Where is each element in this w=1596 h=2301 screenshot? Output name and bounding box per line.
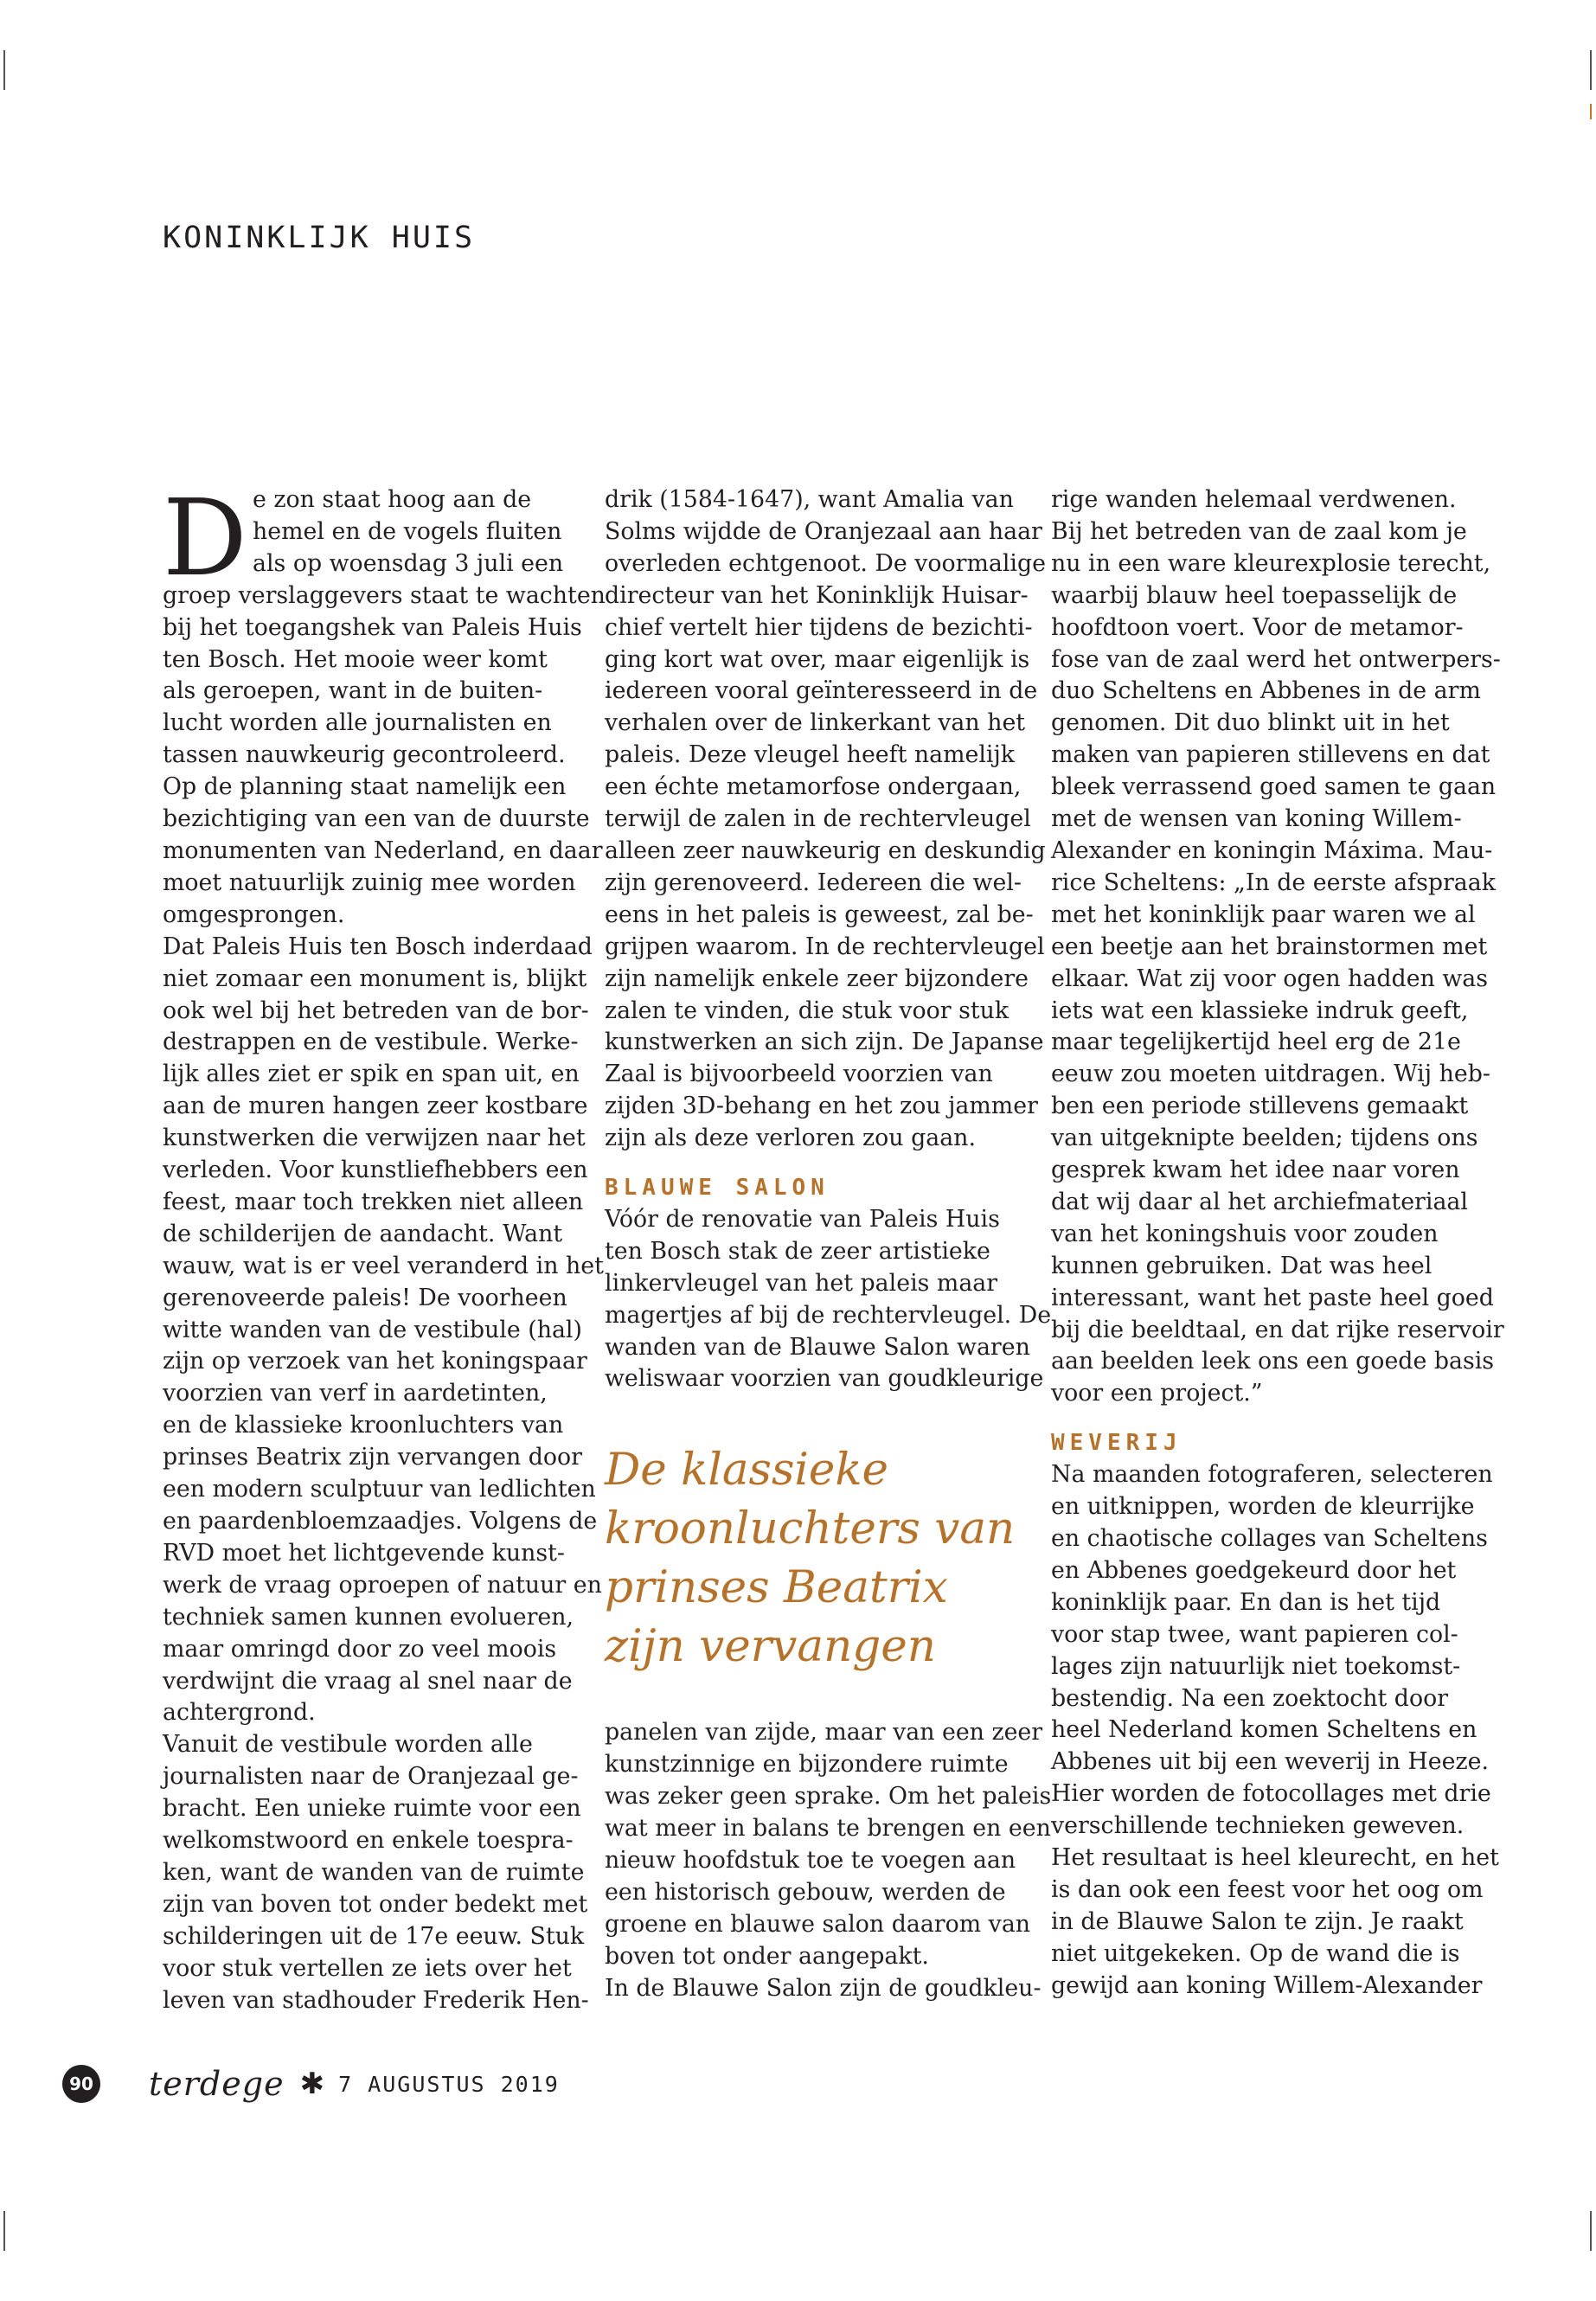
- text-line: en Abbenes goedgekeurd door het: [1051, 1556, 1457, 1584]
- text-line: zijn op verzoek van het koningspaar: [163, 1348, 587, 1375]
- text-line: elkaar. Wat zij voor ogen hadden was: [1051, 965, 1489, 992]
- subhead-blauwe-salon: BLAUWE SALON: [605, 1175, 830, 1202]
- text-line: Abbenes uit bij een weverij in Heeze.: [1051, 1748, 1489, 1776]
- article-column-3: [1051, 484, 1504, 2003]
- text-line: als op woensdag 3 juli een: [253, 549, 564, 577]
- text-line: werk de vraag oproepen of natuur en: [163, 1571, 602, 1599]
- text-line: duo Scheltens en Abbenes in de arm: [1051, 677, 1481, 705]
- crop-mark-bottom-left: [3, 2211, 5, 2251]
- text-line: lijk alles ziet er spik en span uit, en: [163, 1061, 580, 1088]
- text-line: interessant, want het paste heel goed: [1051, 1284, 1494, 1311]
- text-line: ten Bosch stak de zeer artistieke: [605, 1237, 990, 1265]
- text-line: en paardenbloemzaadjes. Volgens de: [163, 1508, 598, 1535]
- text-line: zalen te vinden, die stuk voor stuk: [605, 997, 1010, 1024]
- text-line: wauw, wat is er veel veranderd in het: [163, 1252, 604, 1279]
- column-2-text-bottom: [605, 1717, 1052, 2004]
- text-line: schilderingen uit de 17e eeuw. Stuk: [163, 1922, 585, 1950]
- text-line: voor een project.”: [1051, 1380, 1263, 1407]
- text-line: weliswaar voorzien van goudkleurige: [605, 1365, 1044, 1393]
- text-line: destrappen en de vestibule. Werke-: [163, 1029, 579, 1056]
- text-line: koninklijk paar. En dan is het tijd: [1051, 1588, 1441, 1616]
- crop-mark-top-left: [3, 50, 5, 90]
- text-line: maar omringd door zo veel moois: [163, 1635, 557, 1663]
- text-line: Hier worden de fotocollages met drie: [1051, 1780, 1491, 1808]
- text-line: met de wensen van koning Willem-: [1051, 805, 1462, 833]
- text-line: journalisten naar de Oranjezaal ge-: [163, 1763, 579, 1791]
- text-line: grijpen waarom. In de rechtervleugel: [605, 933, 1045, 960]
- text-line: achtergrond.: [163, 1699, 316, 1727]
- text-line: chief vertelt hier tijdens de bezichti-: [605, 613, 1033, 641]
- issue-date: 7 AUGUSTUS 2019: [338, 2071, 560, 2097]
- text-line: dat wij daar al het archiefmateriaal: [1051, 1188, 1468, 1215]
- text-line: was zeker geen sprake. Om het paleis: [605, 1783, 1052, 1811]
- text-line: groene en blauwe salon daarom van: [605, 1910, 1031, 1938]
- text-line: een échte metamorfose ondergaan,: [605, 773, 1022, 801]
- text-line: linkervleugel van het paleis maar: [605, 1269, 998, 1297]
- text-line: hoofdtoon voert. Voor de metamor-: [1051, 613, 1464, 641]
- text-line: magertjes af bij de rechtervleugel. De: [605, 1301, 1052, 1329]
- column-1-text: [163, 477, 606, 2017]
- text-line: groep verslaggevers staat te wachten: [163, 581, 606, 609]
- text-line: nu in een ware kleurexplosie terecht,: [1051, 549, 1491, 577]
- article-column-1: [163, 477, 606, 2017]
- crop-mark-top-right: [1590, 50, 1592, 90]
- pull-quote-line: zijn vervangen: [605, 1620, 936, 1673]
- text-line: verdwijnt die vraag al snel naar de: [163, 1667, 573, 1695]
- text-line: verleden. Voor kunstliefhebbers een: [163, 1157, 588, 1184]
- text-line: niet uitgekeken. Op de wand die is: [1051, 1939, 1460, 1967]
- text-line: feest, maar toch trekken niet alleen: [163, 1188, 584, 1215]
- text-line: paleis. Deze vleugel heeft namelijk: [605, 741, 1016, 769]
- text-line: omgesprongen.: [163, 901, 345, 928]
- text-line: waarbij blauw heel toepasselijk de: [1051, 581, 1458, 609]
- text-line: boven tot onder aangepakt.: [605, 1942, 929, 1970]
- text-line: Vóór de renovatie van Paleis Huis: [605, 1205, 1000, 1233]
- text-line: fose van de zaal werd het ontwerpers-: [1051, 645, 1501, 673]
- text-line: witte wanden van de vestibule (hal): [163, 1316, 582, 1343]
- text-line: In de Blauwe Salon zijn de goudkleu-: [605, 1974, 1042, 2002]
- text-line: aan beelden leek ons een goede basis: [1051, 1348, 1495, 1375]
- text-line: heel Nederland komen Scheltens en: [1051, 1716, 1477, 1744]
- text-line: Vanuit de vestibule worden alle: [163, 1731, 533, 1759]
- text-line: bij die beeldtaal, en dat rijke reservoir: [1051, 1316, 1504, 1343]
- text-line: wat meer in balans te brengen en een: [605, 1815, 1051, 1843]
- text-line: voorzien van verf in aardetinten,: [163, 1380, 548, 1407]
- text-line: voor stuk vertellen ze iets over het: [163, 1954, 572, 1982]
- text-line: aan de muren hangen zeer kostbare: [163, 1093, 588, 1120]
- text-line: eeuw zou moeten uitdragen. Wij heb-: [1051, 1061, 1490, 1088]
- text-line: lucht worden alle journalisten en: [163, 709, 552, 737]
- text-line: zijn als deze verloren zou gaan.: [605, 1125, 976, 1152]
- text-line: kunstzinnige en bijzondere ruimte: [605, 1751, 1009, 1779]
- section-header: KONINKLIJK HUIS: [163, 221, 476, 255]
- crop-mark-top-right-accent: [1590, 104, 1592, 119]
- pull-quote-line: De klassieke: [605, 1444, 889, 1497]
- text-line: tassen nauwkeurig gecontroleerd.: [163, 741, 566, 769]
- text-line: in de Blauwe Salon te zijn. Je raakt: [1051, 1907, 1464, 1935]
- article-column-2: [605, 484, 1052, 2005]
- text-line: RVD moet het lichtgevende kunst-: [163, 1539, 565, 1567]
- text-line: rige wanden helemaal verdwenen.: [1051, 486, 1457, 513]
- text-line: drik (1584-1647), want Amalia van: [605, 486, 1014, 513]
- text-line: en de klassieke kroonluchters van: [163, 1412, 564, 1439]
- text-line: Op de planning staat namelijk een: [163, 773, 567, 801]
- text-line: kunstwerken die verwijzen naar het: [163, 1125, 586, 1152]
- subhead-weverij: WEVERIJ: [1051, 1430, 1183, 1457]
- text-line: e zon staat hoog aan de: [253, 486, 532, 513]
- text-line: hemel en de vogels fluiten: [253, 517, 562, 545]
- text-line: maken van papieren stillevens en dat: [1051, 741, 1490, 769]
- text-line: monumenten van Nederland, en daar: [163, 836, 603, 864]
- text-line: directeur van het Koninklijk Huisar-: [605, 581, 1029, 609]
- text-line: genomen. Dit duo blinkt uit in het: [1051, 709, 1450, 737]
- text-line: terwijl de zalen in de rechtervleugel: [605, 805, 1031, 833]
- text-line: wanden van de Blauwe Salon waren: [605, 1333, 1030, 1361]
- column-3-text-bottom: [1051, 1459, 1499, 2002]
- text-line: Dat Paleis Huis ten Bosch inderdaad: [163, 933, 593, 960]
- text-line: kunnen gebruiken. Dat was heel: [1051, 1252, 1433, 1279]
- magazine-logo: terdege: [149, 2065, 285, 2103]
- text-line: een historisch gebouw, werden de: [605, 1878, 1006, 1906]
- text-line: Zaal is bijvoorbeeld voorzien van: [605, 1061, 993, 1088]
- text-line: zijn van boven tot onder bedekt met: [163, 1890, 588, 1918]
- text-line: verschillende technieken geweven.: [1051, 1812, 1465, 1840]
- text-line: panelen van zijde, maar van een zeer: [605, 1719, 1043, 1747]
- text-line: en uitknippen, worden de kleurrijke: [1051, 1493, 1475, 1521]
- text-line: als geroepen, want in de buiten-: [163, 677, 543, 705]
- text-line: voor stap twee, want papieren col-: [1051, 1620, 1458, 1648]
- text-line: bezichtiging van een van de duurste: [163, 805, 590, 833]
- text-line: en chaotische collages van Scheltens: [1051, 1525, 1488, 1552]
- text-line: van uitgeknipte beelden; tijdens ons: [1051, 1125, 1478, 1152]
- text-line: overleden echtgenoot. De voormalige: [605, 549, 1047, 577]
- text-line: gerenoveerde paleis! De voorheen: [163, 1284, 567, 1311]
- text-line: moet natuurlijk zuinig mee worden: [163, 868, 576, 896]
- text-line: ben een periode stillevens gemaakt: [1051, 1093, 1469, 1120]
- text-line: Solms wijdde de Oranjezaal aan haar: [605, 517, 1042, 545]
- text-line: iedereen vooral geïnteresseerd in de: [605, 677, 1038, 705]
- text-line: iets wat een klassieke indruk geeft,: [1051, 997, 1469, 1024]
- text-line: leven van stadhouder Frederik Hen-: [163, 1986, 589, 2014]
- text-line: kunstwerken an sich zijn. De Japanse: [605, 1029, 1044, 1056]
- crop-mark-bottom-right: [1590, 2211, 1592, 2251]
- text-line: met het koninklijk paar waren we al: [1051, 901, 1476, 928]
- text-line: niet zomaar een monument is, blijkt: [163, 965, 587, 992]
- text-line: bleek verrassend goed samen te gaan: [1051, 773, 1497, 801]
- pull-quote-line: prinses Beatrix: [605, 1561, 948, 1614]
- text-line: Bij het betreden van de zaal kom je: [1051, 517, 1467, 545]
- text-line: bij het toegangshek van Paleis Huis: [163, 613, 582, 641]
- text-line: de schilderijen de aandacht. Want: [163, 1220, 563, 1247]
- text-line: eens in het paleis is geweest, zal be-: [605, 901, 1034, 928]
- text-line: ten Bosch. Het mooie weer komt: [163, 645, 548, 673]
- text-line: ging kort wat over, maar eigenlijk is: [605, 645, 1030, 673]
- text-line: gewijd aan koning Willem-Alexander: [1051, 1971, 1483, 1999]
- text-line: bracht. Een unieke ruimte voor een: [163, 1795, 581, 1823]
- pull-quote-line: kroonluchters van: [605, 1503, 1016, 1555]
- text-line: zijn gerenoveerd. Iedereen die wel-: [605, 868, 1022, 896]
- text-line: zijden 3D-behang en het zou jammer: [605, 1093, 1038, 1120]
- text-line: Alexander en koningin Máxima. Mau-: [1051, 836, 1493, 864]
- page-number-badge: 90: [62, 2065, 100, 2103]
- text-line: ook wel bij het betreden van de bor-: [163, 997, 589, 1024]
- text-line: gesprek kwam het idee naar voren: [1051, 1157, 1460, 1184]
- text-line: Na maanden fotograferen, selecteren: [1051, 1461, 1493, 1489]
- drop-cap: D: [163, 477, 247, 599]
- text-line: verhalen over de linkerkant van het: [605, 709, 1026, 737]
- text-line: van het koningshuis voor zouden: [1051, 1220, 1439, 1247]
- column-2-text-top: [605, 484, 1047, 1155]
- text-line: welkomstwoord en enkele toespra-: [163, 1827, 574, 1855]
- page-footer: [62, 2062, 560, 2106]
- text-line: ken, want de wanden van de ruimte: [163, 1858, 585, 1886]
- text-line: een beetje aan het brainstormen met: [1051, 933, 1488, 960]
- text-line: maar tegelijkertijd heel erg de 21e: [1051, 1029, 1461, 1056]
- text-line: lages zijn natuurlijk niet toekomst-: [1051, 1652, 1461, 1680]
- text-line: alleen zeer nauwkeurig en deskundig: [605, 836, 1046, 864]
- text-line: prinses Beatrix zijn vervangen door: [163, 1444, 582, 1471]
- text-line: is dan ook een feest voor het oog om: [1051, 1875, 1484, 1903]
- text-line: zijn namelijk enkele zeer bijzondere: [605, 965, 1029, 992]
- star-separator-icon: ✱: [299, 2067, 325, 2101]
- text-line: een modern sculptuur van ledlichten: [163, 1476, 596, 1503]
- text-line: techniek samen kunnen evolueren,: [163, 1603, 574, 1631]
- text-line: bestendig. Na een zoektocht door: [1051, 1684, 1449, 1712]
- pull-quote: [605, 1440, 1020, 1676]
- text-line: rice Scheltens: „In de eerste afspraak: [1051, 868, 1496, 896]
- column-2-text-middle: [605, 1204, 1052, 1395]
- text-line: Het resultaat is heel kleurecht, en het: [1051, 1844, 1499, 1872]
- text-line: nieuw hoofdstuk toe te voegen aan: [605, 1847, 1016, 1874]
- column-3-text-top: [1051, 484, 1504, 1410]
